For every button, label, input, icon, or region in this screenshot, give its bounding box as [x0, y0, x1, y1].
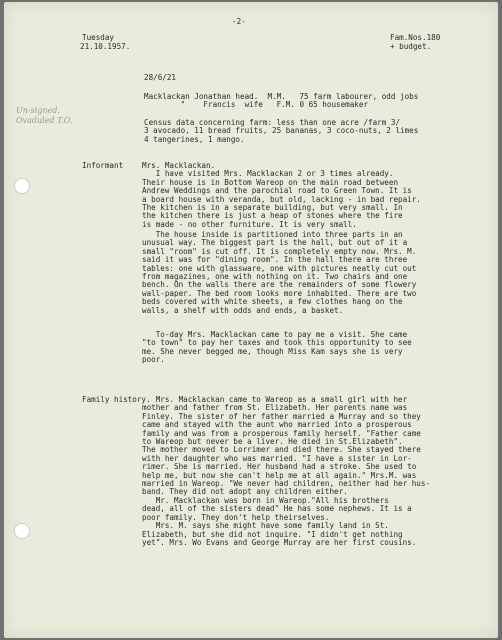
family-history-label: Family history.	[82, 395, 151, 404]
visit-paragraph: To-day Mrs. Macklackan came to pay me a visit. She came "to town" to pay her taxes and took this opportunity to see me. She never begged me, though Miss Kam says she is very poor.	[142, 330, 412, 365]
punch-hole	[14, 178, 30, 194]
header-day: Tuesday	[82, 33, 115, 42]
census-data: Census data concerning farm: less than one acre /farm 3/ 3 avocado, 11 bread fruits, 25 bananas, 3 coco-nuts, 2 limes 4 tangerines, 1 mango.	[144, 118, 419, 144]
house-description: The house inside is partitioned into three parts in an unusual way. The biggest part is the hall, but out of it a small "room" is cut off. It is completely empty now. Mrs. M. said it was for "dining room". In the hall there are three tables: one with glassware, one with pictures neatly cut out from magazines, one with nothing on it. Two chairs and one bench. On the walls there are the remainders of some flowery wall-paper. The bed room looks more inhabited. There are two beds covered with white sheets, a few clothes hang on the walls, a shelf with odds and ends, a basket.	[142, 230, 417, 315]
house-code: 28/6/21	[144, 73, 177, 82]
informant-label: Informant	[82, 161, 124, 170]
budget-note: + budget.	[390, 42, 432, 51]
punch-hole	[14, 523, 30, 539]
family-number: Fam.Nos.180	[390, 33, 441, 42]
household-members: Macklackan Jonathan head. M.M. 75 farm labourer, odd jobs " Francis wife F.M. 0 65 housemaker	[144, 92, 419, 110]
handwritten-annotation: Un-signed. Ovaduled T.O.	[16, 106, 73, 125]
page-number: -2-	[232, 17, 246, 26]
informant-text: Mrs. Macklackan. I have visited Mrs. Macklackan 2 or 3 times already. Their house is in Bottom Wareop on the main road between Andrew Weddings and the parochial road to Green Town. It is a board house with veranda, but old, lacking - in bad repair. The kitchen is in a separate building, but very small. In the kitchen there is just a heap of stones where the fire is made - no other furniture. It is very small.	[142, 161, 421, 229]
family-history-text: Mrs. Macklackan came to Wareop as a small girl with her mother and father from St. Elizabeth. Her parents name was Finley. The sister of her father married a Murray and so they came and stayed with the aunt who married into a prosperous family and was from a prosperous family herself. "Father came to Wareop but never be a liver. He died in St.Elizabeth". The mother moved to Lorrimer and died there. She stayed there with her daughter who was married. "I have a sister in Lor- rimer. She is married. Her husband had a stroke. She used to help me, but now she can't help me at all again." Mrs.M. was married in Wareop. "We never had children, neither had her hus- band. They did not adopt any children either. Mr. Macklackan was born in Wareop."All his brothers dead, all of the sisters dead" He has some nephews. It is a poor family. They don't help theirselves. Mrs. M. says she might have some family land in St. Elizabeth, but she did not inquire. "I didn't get nothing yet". Mrs. Wo Evans and George Murray are her first cousins.	[142, 395, 431, 547]
header-date: 21.10.1957.	[80, 42, 131, 51]
document-page	[4, 2, 498, 638]
